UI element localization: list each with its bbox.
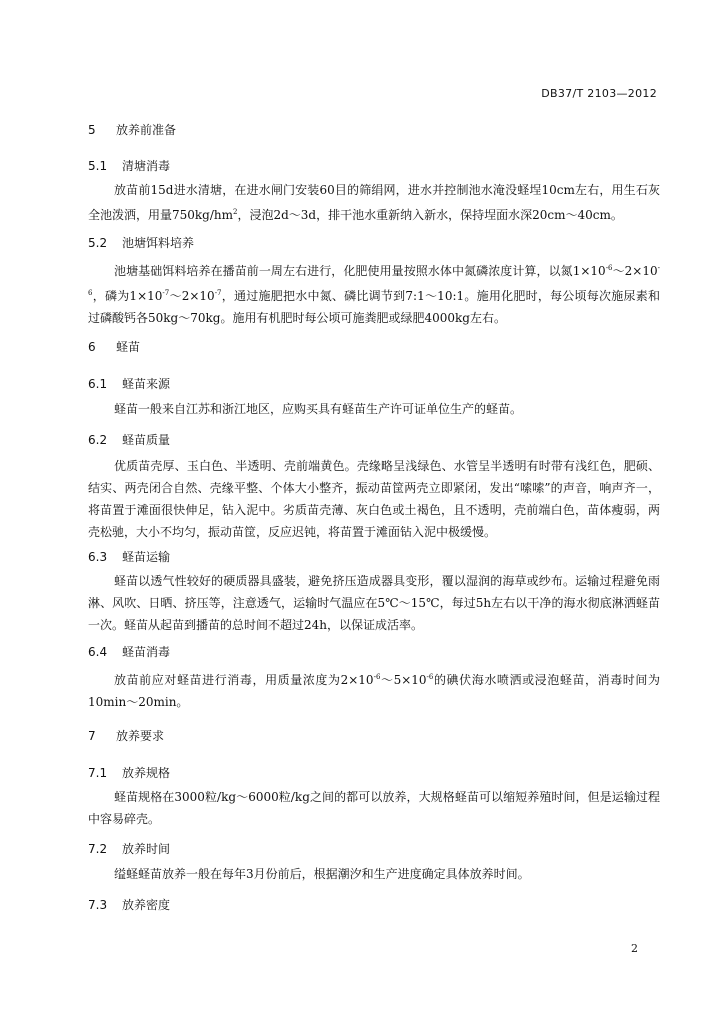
section-title: 清塘消毒 [122, 159, 171, 173]
page-number: 2 [631, 942, 638, 955]
paragraph-6-3: 蛏苗以透气性较好的硬质器具盛装，避免挤压造成器具变形，覆以湿润的海草或纱布。运输过程避免雨淋、风吹、日晒、挤压等，注意透气，运输时气温应在5℃～15℃，每过5h左右以干净的海水彻底淋洒蛏苗一次。蛏苗从起苗到播苗的总时间不超过24h，以保证成活率。 [88, 574, 660, 632]
standard-code: DB37/T 2103—2012 [541, 87, 657, 100]
section-number: 6.4 [88, 645, 108, 659]
section-6-1-heading [88, 375, 170, 392]
section-title: 放养前准备 [116, 123, 177, 137]
section-7-1-heading [88, 764, 170, 781]
section-7-3-heading [88, 896, 170, 913]
section-6-3-heading [88, 548, 170, 565]
section-number: 7 [88, 729, 96, 743]
section-number: 7.3 [88, 898, 108, 912]
superscript: -6 [426, 673, 434, 681]
text-run: ，磷为1×10 [92, 289, 163, 303]
section-number: 5.1 [88, 159, 108, 173]
section-number: 5 [88, 123, 96, 137]
paragraph-5-1 [88, 179, 660, 226]
section-title: 放养密度 [122, 898, 171, 912]
paragraph-5-2 [88, 257, 660, 329]
section-5-1-heading [88, 157, 170, 174]
text-run: ～2×10 [612, 264, 658, 278]
section-5-2-heading [88, 234, 194, 251]
section-6-heading [88, 338, 140, 355]
section-number: 6.1 [88, 377, 108, 391]
section-number: 6.2 [88, 433, 108, 447]
paragraph-6-2: 优质苗壳厚、玉白色、半透明、壳前端黄色。壳缘略呈浅绿色、水管呈半透明有时带有浅红色，肥硕、结实、两壳闭合自然、壳缘平整、个体大小整齐，振动苗筐两壳立即紧闭，发出“嗦嗦”的声音，响声齐一，将苗置于滩面很快伸足，钻入泥中。劣质苗壳薄、灰白色或土褐色，且不透明，壳前端白色，苗体瘦弱，两壳松驰，大小不均匀，振动苗筐，反应迟钝，将苗置于滩面钻入泥中极缓慢。 [88, 459, 660, 539]
section-title: 放养规格 [122, 766, 171, 780]
section-title: 蛏苗消毒 [122, 645, 171, 659]
section-title: 放养时间 [122, 842, 171, 856]
superscript: -7 [162, 289, 170, 297]
section-title: 蛏苗 [116, 340, 141, 354]
section-number: 6 [88, 340, 96, 354]
text-run: 池塘基础饵料培养在播苗前一周左右进行，化肥使用量按照水体中氮磷浓度计算，以氮1×10 [114, 264, 606, 278]
section-title: 放养要求 [116, 729, 165, 743]
section-7-heading [88, 727, 164, 744]
section-title: 蛏苗质量 [122, 433, 171, 447]
superscript: -6 [373, 673, 381, 681]
section-7-2-heading [88, 840, 170, 857]
text-run: ～2×10 [169, 289, 215, 303]
section-number: 7.2 [88, 842, 108, 856]
text-run: 的碘伏海水喷洒或浸泡蛏苗，消毒时间为10min～20min。 [88, 673, 660, 709]
superscript: 2 [233, 208, 238, 216]
section-6-4-heading [88, 643, 170, 660]
paragraph-7-2: 缢蛏蛏苗放养一般在每年3月份前后，根据潮汐和生产进度确定具体放养时间。 [114, 867, 530, 881]
superscript: -6 [88, 264, 660, 297]
section-number: 6.3 [88, 550, 108, 564]
section-6-2-heading [88, 431, 170, 448]
section-5-heading [88, 121, 176, 138]
superscript: -7 [214, 289, 222, 297]
section-title: 蛏苗来源 [122, 377, 171, 391]
paragraph-6-1: 蛏苗一般来自江苏和浙江地区，应购买具有蛏苗生产许可证单位生产的蛏苗。 [114, 402, 523, 416]
superscript: -6 [605, 264, 613, 272]
section-title: 蛏苗运输 [122, 550, 171, 564]
text-run: ，通过施肥把水中氮、磷比调节到7:1～10:1。施用化肥时，每公顷每次施尿素和过磷酸钙各50kg～70kg。施用有机肥时每公顷可施粪肥或绿肥4000kg左右。 [88, 289, 660, 325]
text-run: 放苗前15d进水清塘，在进水闸门安装60目的筛绢网，进水并控制池水淹没蛏埕10cm左右，用生石灰全池泼洒，用量750kg/hm [88, 183, 660, 222]
paragraph-7-1: 蛏苗规格在3000粒/kg～6000粒/kg之间的都可以放养，大规格蛏苗可以缩短养殖时间，但是运输过程中容易碎壳。 [88, 790, 660, 826]
section-title: 池塘饵料培养 [122, 236, 195, 250]
text-run: 放苗前应对蛏苗进行消毒，用质量浓度为2×10 [114, 673, 374, 687]
paragraph-6-4 [88, 666, 660, 713]
text-run: ～5×10 [380, 673, 427, 687]
text-run: ，浸泡2d～3d，排干池水重新纳入新水，保持埕面水深20cm～40cm。 [237, 208, 623, 222]
section-number: 5.2 [88, 236, 108, 250]
section-number: 7.1 [88, 766, 108, 780]
